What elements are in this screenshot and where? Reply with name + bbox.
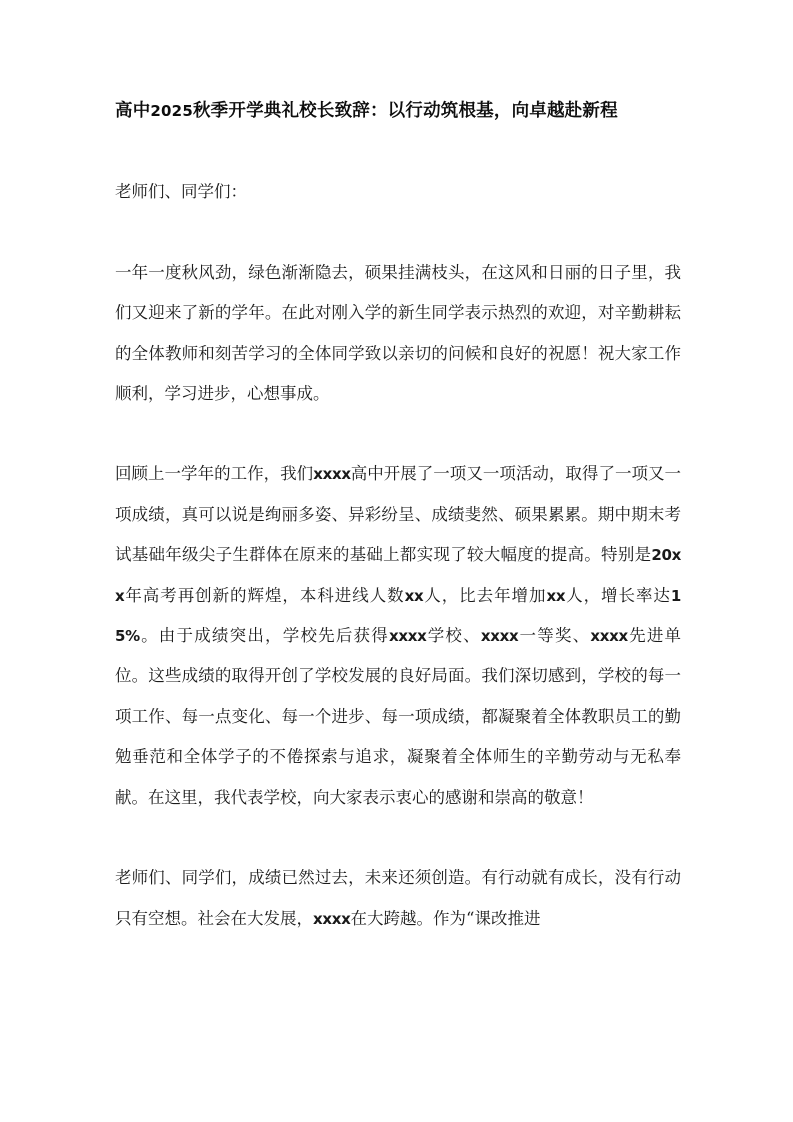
inline-placeholder: 2025 [150, 102, 193, 120]
salutation: 老师们、同学们： [115, 182, 247, 202]
inline-placeholder: xx [404, 586, 424, 605]
inline-placeholder: xxxx [590, 627, 628, 646]
inline-placeholder: 20xx [115, 546, 681, 605]
inline-placeholder: 15% [115, 586, 682, 646]
document-body [115, 98, 681, 939]
inline-placeholder: xxxx [388, 627, 427, 646]
inline-placeholder: xxxx [313, 909, 351, 928]
paragraph-2: 回顾上一学年的工作，我们xxxx高中开展了一项又一项活动，取得了一项又一项成绩，真可以说是绚丽多姿、异彩纷呈、成绩斐然、硕果累累。期中期末考试基础年级尖子生群体在原来的基础上都实现了较大幅度的提高。特别是20xx年高考再创新的辉煌，本科进线人数xx人，比去年增加xx人，增长率达15%。由于成绩突出，学校先后获得xxxx学校、xxxx一等奖、xxxx先进单位。这些成绩的取得开创了学校发展的良好局面。我们深切感到，学校的每一项工作、每一点变化、每一个进步、每一项成绩，都凝聚着全体教职员工的勤勉垂范和全体学子的不倦探索与追求，凝聚着全体师生的辛勤劳动与无私奉献。在这里，我代表学校，向大家表示衷心的感谢和崇高的敬意！ [115, 464, 682, 807]
page-title: 高中2025秋季开学典礼校长致辞：以行动筑根基，向卓越赴新程 [115, 101, 618, 121]
paragraph-1: 一年一度秋风劲，绿色渐渐隐去，硕果挂满枝头，在这风和日丽的日子里，我们又迎来了新的学年。在此对刚入学的新生同学表示热烈的欢迎，对辛勤耕耘的全体教师和刻苦学习的全体同学致以亲切的问候和良好的祝愿！祝大家工作顺利，学习进步，心想事成。 [115, 262, 681, 403]
paragraph-spacer [115, 818, 681, 858]
inline-placeholder: xxxx [480, 627, 519, 646]
inline-placeholder: xxxx [313, 465, 351, 484]
paragraph-spacer [115, 414, 681, 454]
paragraph-3: 老师们、同学们，成绩已然过去，未来还须创造。有行动就有成长，没有行动只有空想。社会在大发展，xxxx在大跨越。作为“课改推进 [115, 868, 681, 928]
title-spacer [115, 124, 681, 172]
paragraph-spacer [115, 213, 681, 253]
inline-placeholder: xx [546, 586, 566, 605]
